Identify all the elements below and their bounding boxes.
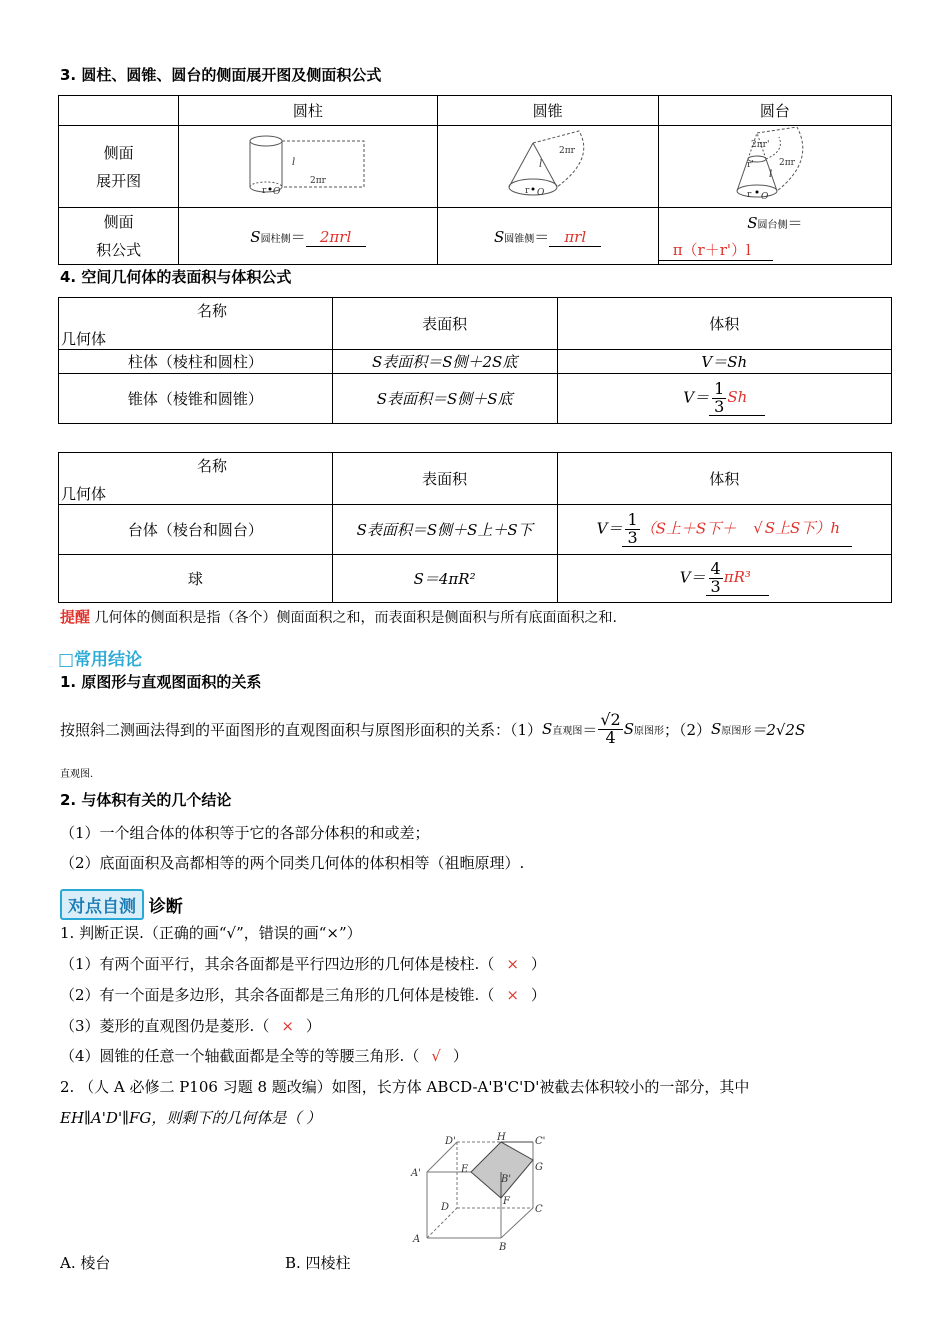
r2-v-prefix: V＝ <box>683 388 710 406</box>
lbl-H: H <box>497 1132 506 1143</box>
cone-S: S <box>493 227 505 246</box>
frustum-formula <box>658 208 891 265</box>
cylinder-formula <box>179 208 437 265</box>
lbl-B: B <box>499 1242 507 1252</box>
r2-volume <box>557 374 891 424</box>
frustum-unfold-figure <box>658 126 891 208</box>
p1-sub1: 直观图 <box>552 725 583 737</box>
row-formula-label-b: 积公式 <box>96 241 142 259</box>
frus-2pir2-label: 2πr' <box>750 139 770 150</box>
p1-S1: S <box>542 720 553 739</box>
q1-2-text: （2）有一个面是多边形，其余各面都是三角形的几何体是棱锥.（ <box>60 986 495 1004</box>
cone-sub: 圆锥侧 <box>504 233 535 245</box>
lbl-A: A <box>413 1234 421 1245</box>
tip-text: 几何体的侧面积是指（各个）侧面面积之和，而表面积是侧面积与所有底面面积之和. <box>94 610 617 626</box>
p1-tail: 直观图. <box>60 769 94 780</box>
hdr-volume-2: 体积 <box>557 453 891 505</box>
conclusion-1-heading: 1. 原图形与直观图面积的关系 <box>60 673 262 691</box>
cylinder-diagram <box>248 133 368 197</box>
q2-stem-b: EH∥A'D'∥FG，则剩下的几何体是（ ） <box>60 1109 322 1127</box>
r3-surface: S表面积＝S侧＋S上＋S下 <box>332 505 557 555</box>
cone-O-label: O <box>536 187 544 198</box>
q2-stem-a: 2. （人 A 必修二 P106 习题 8 题改编）如图，长方体 ABCD-A'B'C'D'被截去体积较小的一部分，其中 <box>60 1078 750 1096</box>
hdr-name-2: 名称 <box>197 457 228 475</box>
section4-heading: 4. 空间几何体的表面积与体积公式 <box>60 268 292 286</box>
r4-volume <box>557 555 891 603</box>
cone-unfold-figure <box>437 126 658 208</box>
r2-name: 锥体（棱锥和圆锥） <box>59 374 333 424</box>
cyl-2pir-label: 2πr <box>309 175 326 186</box>
r4-surface: S＝4πR² <box>332 555 557 603</box>
cuboid-figure <box>405 1130 555 1252</box>
r2-v-den: 3 <box>714 396 725 416</box>
frus-O-label: O <box>760 191 769 202</box>
selftest-header <box>60 889 183 920</box>
conclusion-1-text <box>60 712 805 747</box>
selftest-badge-2: 诊断 <box>148 897 183 917</box>
conclusion-2-item-1: （1）一个组合体的体积等于它的各部分体积的和或差； <box>60 824 430 842</box>
row-unfold-label-a: 侧面 <box>103 143 134 162</box>
conclusion-2-heading: 2. 与体积有关的几个结论 <box>60 791 232 809</box>
cyl-S: S <box>250 227 261 246</box>
p1-S3: S <box>711 720 722 739</box>
q1-4-answer: √ <box>431 1047 441 1065</box>
r2-v-answer: Sh <box>727 388 748 406</box>
frus-l-label: l <box>768 168 773 180</box>
p1-S2: S <box>623 720 634 739</box>
q1-3-answer: × <box>281 1017 294 1035</box>
q1-3-text: （3）菱形的直观图仍是菱形.（ <box>60 1017 270 1035</box>
conclusion-2-item-2: （2）底面面积及高都相等的两个同类几何体的体积相等（祖暅原理）. <box>60 854 525 872</box>
r4-v-answer: πR³ <box>723 568 751 586</box>
q1-item-4 <box>60 1045 468 1066</box>
hdr-surface: 表面积 <box>332 298 557 350</box>
r4-v-prefix: V＝ <box>679 568 706 586</box>
r3-v-num: 1 <box>627 509 638 529</box>
hdr-volume: 体积 <box>557 298 891 350</box>
frus-answer: π（r＋r'）l <box>659 239 773 261</box>
frus-rp-label: r' <box>746 159 754 170</box>
q1-1-close: ） <box>530 955 546 973</box>
q1-2-close: ） <box>530 986 546 1004</box>
r3-v-answer-1: （S上＋S下＋ <box>640 519 737 537</box>
conclusions-title: □常用结论 <box>58 650 143 670</box>
lbl-C: C <box>535 1204 543 1215</box>
p1-b: ；（2） <box>664 720 712 739</box>
frus-2pir-label: 2πr <box>778 157 795 168</box>
p1-num: √2 <box>600 710 621 729</box>
section3-heading: 3. 圆柱、圆锥、圆台的侧面展开图及侧面积公式 <box>60 66 382 84</box>
cyl-eq: ＝ <box>290 227 306 246</box>
cone-answer: πrl <box>549 228 601 247</box>
tip-label: 提醒 <box>60 608 91 626</box>
q1-1-answer: × <box>506 955 519 973</box>
tip-line <box>60 606 617 627</box>
cylinder-unfold-figure <box>179 126 437 208</box>
q1-item-1 <box>60 953 546 974</box>
q1-3-close: ） <box>305 1017 321 1035</box>
q1-item-3 <box>60 1015 321 1036</box>
lbl-Ap: A' <box>411 1168 421 1179</box>
cone-formula <box>437 208 658 265</box>
cyl-O-label: O <box>272 186 281 197</box>
col-frustum: 圆台 <box>658 96 891 126</box>
cyl-r-label: r <box>261 185 267 196</box>
cyl-sub: 圆柱侧 <box>260 233 291 245</box>
header-diag-cell <box>59 298 333 350</box>
hdr-surface-2: 表面积 <box>332 453 557 505</box>
r2-surface: S表面积＝S侧＋S底 <box>332 374 557 424</box>
r1-surface: S表面积＝S侧＋2S底 <box>332 350 557 374</box>
r4-v-num: 4 <box>710 558 721 578</box>
p1-c: ＝2√2S <box>751 720 806 739</box>
frustum-diagram <box>733 127 817 203</box>
row-unfold-label-b: 展开图 <box>96 171 142 190</box>
hdr-name: 名称 <box>197 302 228 320</box>
cone-2pir-label: 2πr <box>558 145 575 156</box>
p1-eq: ＝ <box>582 720 598 739</box>
r4-v-den: 3 <box>710 576 721 596</box>
hdr-body-2: 几何体 <box>61 485 107 503</box>
lbl-G: G <box>535 1162 543 1173</box>
col-cylinder: 圆柱 <box>179 96 437 126</box>
q1-1-text: （1）有两个面平行，其余各面都是平行四边形的几何体是棱柱.（ <box>60 955 495 973</box>
header-diag-cell-2 <box>59 453 333 505</box>
lbl-Cp: C' <box>535 1136 546 1147</box>
p1-a: 按照斜二测画法得到的平面图形的直观图面积与原图形面积的关系：（1） <box>60 720 543 739</box>
table-corner <box>59 96 179 126</box>
q1-4-text: （4）圆锥的任意一个轴截面都是全等的等腰三角形.（ <box>60 1047 420 1065</box>
area-volume-table-1 <box>58 297 892 424</box>
cyl-l-label: l <box>291 156 296 168</box>
cyl-answer: 2πrl <box>306 228 366 247</box>
q1-2-answer: × <box>506 986 519 1004</box>
r4-name: 球 <box>59 555 333 603</box>
r1-volume: V＝Sh <box>557 350 891 374</box>
cone-l-label: l <box>538 158 542 170</box>
lbl-D: D <box>441 1202 450 1213</box>
r3-name: 台体（棱台和圆台） <box>59 505 333 555</box>
cone-eq: ＝ <box>534 227 550 246</box>
frus-sub: 圆台侧 <box>757 220 788 231</box>
col-cone: 圆锥 <box>437 96 658 126</box>
cone-diagram <box>503 129 593 201</box>
r3-v-answer-2: S上S下）h <box>764 519 840 537</box>
q1-4-close: ） <box>452 1047 468 1065</box>
option-a[interactable]: A. 棱台 <box>60 1254 111 1272</box>
frus-S: S <box>747 214 758 232</box>
r3-volume: V＝ $\frac{1}{3}$ （S上＋S下＋ √ S上S下）h <box>557 505 891 555</box>
option-b[interactable]: B. 四棱柱 <box>285 1254 351 1272</box>
row-formula-label-a: 侧面 <box>103 213 134 231</box>
r2-v-num: 1 <box>714 378 725 398</box>
row-formula-label <box>59 208 179 265</box>
frus-eq: ＝ <box>787 214 803 232</box>
p1-sub3: 原图形 <box>721 725 752 737</box>
r1-name: 柱体（棱柱和圆柱） <box>59 350 333 374</box>
r3-v-den: 3 <box>627 527 638 547</box>
r3-v-prefix: V＝ <box>596 519 623 537</box>
cone-r-label: r <box>524 185 529 196</box>
selftest-badge: 对点自测 <box>60 889 144 920</box>
lbl-F: F <box>503 1196 510 1207</box>
q1-item-2 <box>60 984 546 1005</box>
lbl-Dp: D' <box>445 1136 456 1147</box>
area-volume-table-2 <box>58 452 892 603</box>
frus-r-label: r <box>746 189 752 200</box>
p1-sub2: 原图形 <box>634 725 664 737</box>
q1-stem: 1. 判断正误.（正确的画“√”，错误的画“×”） <box>60 924 362 942</box>
p1-den: 4 <box>605 727 616 747</box>
lateral-area-table <box>58 95 892 265</box>
hdr-body: 几何体 <box>61 330 107 348</box>
row-unfold-label <box>59 126 179 208</box>
lbl-E: E <box>461 1164 469 1175</box>
lbl-Bp: B' <box>501 1174 512 1185</box>
